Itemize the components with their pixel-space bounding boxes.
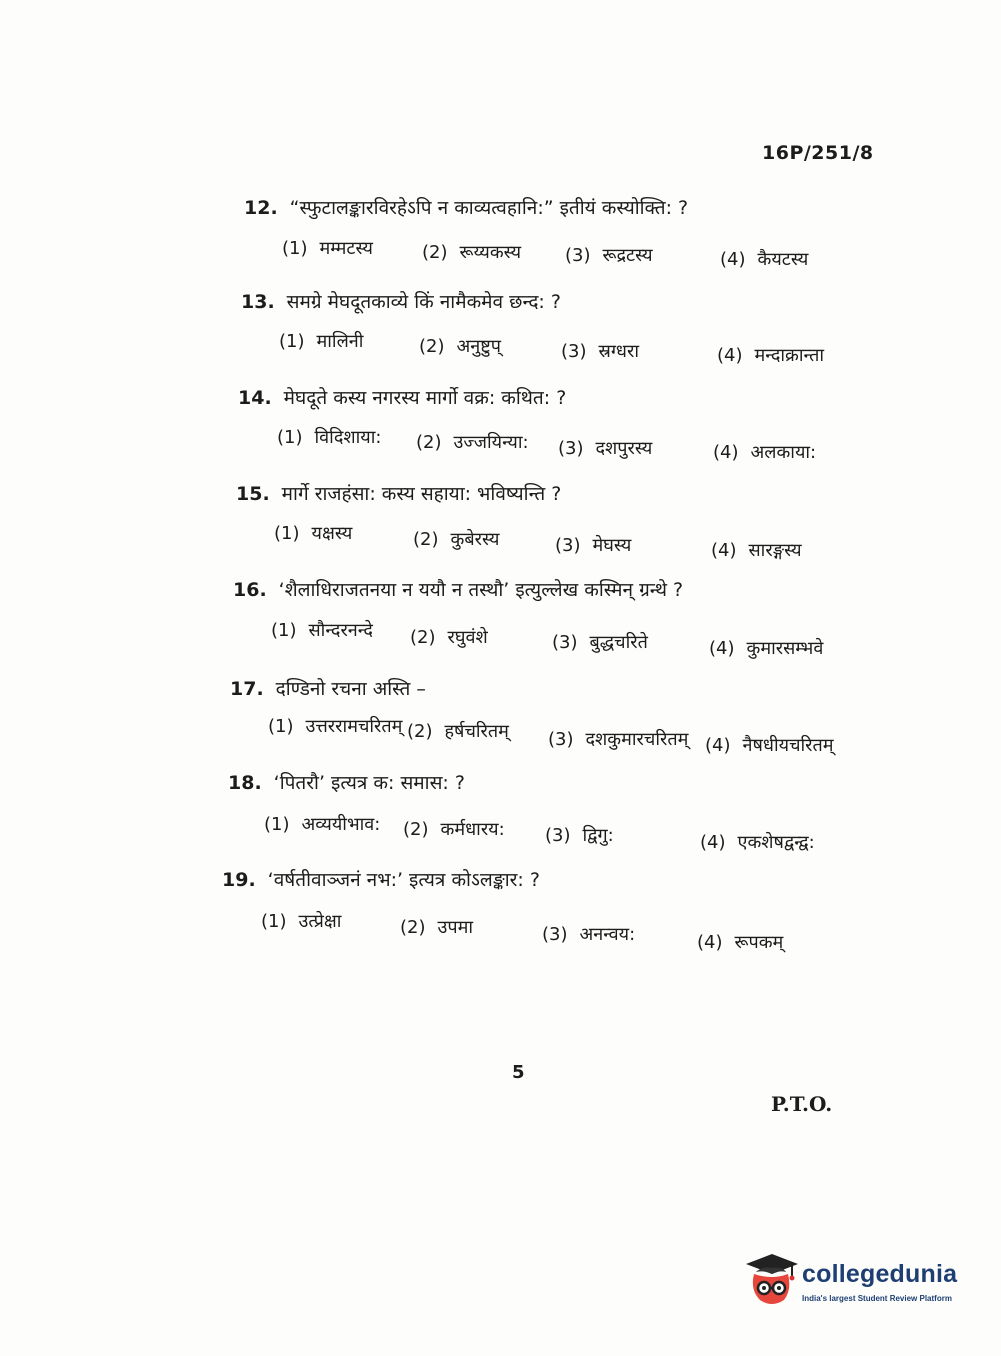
- option-1: [264, 812, 380, 836]
- option-text: एकशेषद्वन्द्व:: [737, 832, 815, 853]
- question-number: 19.: [222, 869, 256, 891]
- option-text: उज्जयिन्या:: [453, 432, 529, 453]
- question-number: 16.: [233, 579, 267, 601]
- option-text: बुद्धचरिते: [589, 632, 648, 653]
- watermark-name: collegedunia: [802, 1260, 958, 1288]
- option-3: [565, 243, 653, 267]
- question-text: [228, 769, 465, 795]
- option-number: (1): [282, 238, 308, 259]
- question-label: दण्डिनो रचना अस्ति –: [275, 678, 426, 700]
- option-text: द्विगु:: [582, 825, 614, 846]
- option-number: (4): [709, 638, 735, 659]
- option-number: (2): [416, 432, 442, 453]
- question-text: [222, 866, 540, 892]
- collegedunia-watermark: [742, 1250, 972, 1310]
- option-2: [422, 240, 521, 264]
- question-number: 13.: [241, 291, 275, 313]
- page-number: 5: [512, 1062, 525, 1083]
- option-number: (1): [268, 716, 294, 737]
- option-1: [261, 909, 341, 933]
- option-number: (4): [713, 442, 739, 463]
- option-text: कुमारसम्भवे: [746, 638, 824, 659]
- option-2: [400, 915, 473, 939]
- option-number: (2): [410, 627, 436, 648]
- option-number: (1): [271, 620, 297, 641]
- question-number: 18.: [228, 772, 262, 794]
- option-number: (3): [558, 438, 584, 459]
- option-1: [268, 714, 402, 738]
- question-label: मेघदूते कस्य नगरस्य मार्गो वक्र: कथित: ?: [283, 387, 567, 409]
- option-4: [700, 830, 815, 854]
- option-text: अलकाया:: [750, 442, 817, 463]
- question-label: ‘वर्षतीवाञ्जनं नभ:’ इत्यत्र कोऽलङ्कार: ?: [267, 869, 540, 891]
- paper-code: 16P/251/8: [762, 142, 874, 164]
- question-text: [230, 675, 426, 701]
- option-text: कैयटस्य: [757, 249, 809, 270]
- question-number: 12.: [244, 197, 278, 219]
- option-text: मेघस्य: [592, 535, 632, 556]
- option-number: (4): [720, 249, 746, 270]
- question-number: 14.: [238, 387, 272, 409]
- option-text: स्रग्धरा: [598, 341, 639, 362]
- option-number: (4): [705, 735, 731, 756]
- question-label: समग्रे मेघदूतकाव्ये किं नामैकमेव छन्द: ?: [286, 291, 561, 313]
- question-text: [241, 288, 561, 314]
- option-3: [545, 823, 614, 847]
- option-number: (2): [422, 242, 448, 263]
- option-3: [558, 436, 652, 460]
- option-text: मम्मटस्य: [319, 238, 373, 259]
- option-text: विदिशाया:: [314, 427, 382, 448]
- option-text: हर्षचरितम्: [444, 721, 509, 742]
- option-text: मन्दाक्रान्ता: [754, 345, 824, 366]
- option-text: रूपकम्: [734, 932, 784, 953]
- option-4: [713, 440, 816, 464]
- option-number: (1): [261, 911, 287, 932]
- option-text: दशकुमारचरितम्: [585, 729, 689, 750]
- question-text: [233, 576, 683, 602]
- option-2: [413, 527, 499, 551]
- option-2: [419, 334, 501, 358]
- option-text: अव्ययीभाव:: [301, 814, 381, 835]
- option-3: [552, 630, 648, 654]
- option-number: (2): [419, 336, 445, 357]
- option-3: [542, 922, 635, 946]
- option-4: [709, 636, 823, 660]
- option-number: (1): [274, 523, 300, 544]
- option-number: (2): [413, 529, 439, 550]
- option-number: (3): [542, 924, 568, 945]
- option-number: (1): [279, 331, 305, 352]
- option-number: (3): [552, 632, 578, 653]
- graduate-mascot-icon: [742, 1250, 800, 1310]
- question-text: [244, 194, 688, 220]
- option-number: (3): [545, 825, 571, 846]
- option-number: (4): [697, 932, 723, 953]
- option-text: नैषधीयचरितम्: [742, 735, 834, 756]
- option-2: [416, 430, 529, 454]
- option-4: [697, 930, 783, 954]
- option-3: [561, 339, 639, 363]
- question-number: 15.: [236, 483, 270, 505]
- option-2: [407, 719, 509, 743]
- option-text: सौन्दरनन्दे: [308, 620, 373, 641]
- option-1: [274, 521, 352, 545]
- option-number: (2): [407, 721, 433, 742]
- option-number: (4): [700, 832, 726, 853]
- option-number: (4): [711, 540, 737, 561]
- option-2: [403, 817, 505, 841]
- option-number: (1): [277, 427, 303, 448]
- option-text: कुबेरस्य: [450, 529, 500, 550]
- option-text: दशपुरस्य: [595, 438, 653, 459]
- option-text: रूय्यकस्य: [459, 242, 522, 263]
- option-number: (3): [555, 535, 581, 556]
- pto-label: P.T.O.: [771, 1092, 833, 1116]
- question-label: “स्फुटालङ्कारविरहेऽपि न काव्यत्वहानि:” इतीयं कस्योक्ति: ?: [289, 197, 689, 219]
- option-number: (2): [400, 917, 426, 938]
- option-text: रघुवंशे: [447, 627, 488, 648]
- option-text: सारङ्गस्य: [748, 540, 802, 561]
- option-4: [711, 538, 802, 562]
- option-2: [410, 625, 488, 649]
- question-text: [236, 480, 561, 506]
- option-1: [277, 425, 381, 449]
- option-text: अनुष्टुप्: [456, 336, 501, 357]
- option-4: [717, 343, 824, 367]
- option-text: कर्मधारय:: [440, 819, 505, 840]
- option-number: (3): [565, 245, 591, 266]
- question-label: ‘शैलाधिराजतनया न ययौ न तस्थौ’ इत्युल्लेख कस्मिन् ग्रन्थे ?: [278, 579, 684, 601]
- option-text: यक्षस्य: [311, 523, 353, 544]
- option-number: (3): [548, 729, 574, 750]
- option-1: [279, 329, 363, 353]
- question-label: मार्गे राजहंसा: कस्य सहाया: भविष्यन्ति ?: [281, 483, 562, 505]
- option-text: उत्तररामचरितम्: [305, 716, 403, 737]
- option-1: [282, 236, 373, 260]
- option-4: [705, 733, 834, 757]
- option-number: (3): [561, 341, 587, 362]
- option-number: (1): [264, 814, 290, 835]
- option-text: उत्प्रेक्षा: [298, 911, 342, 932]
- option-text: उपमा: [437, 917, 474, 938]
- option-4: [720, 247, 808, 271]
- question-text: [238, 384, 566, 410]
- option-3: [555, 533, 631, 557]
- watermark-tagline: India's largest Student Review Platform: [802, 1294, 952, 1303]
- option-text: मालिनी: [316, 331, 364, 352]
- option-3: [548, 727, 688, 751]
- question-label: ‘पितरौ’ इत्यत्र क: समास: ?: [273, 772, 465, 794]
- option-number: (2): [403, 819, 429, 840]
- option-1: [271, 618, 373, 642]
- option-text: अनन्वय:: [579, 924, 636, 945]
- question-number: 17.: [230, 678, 264, 700]
- option-number: (4): [717, 345, 743, 366]
- option-text: रूद्रटस्य: [602, 245, 653, 266]
